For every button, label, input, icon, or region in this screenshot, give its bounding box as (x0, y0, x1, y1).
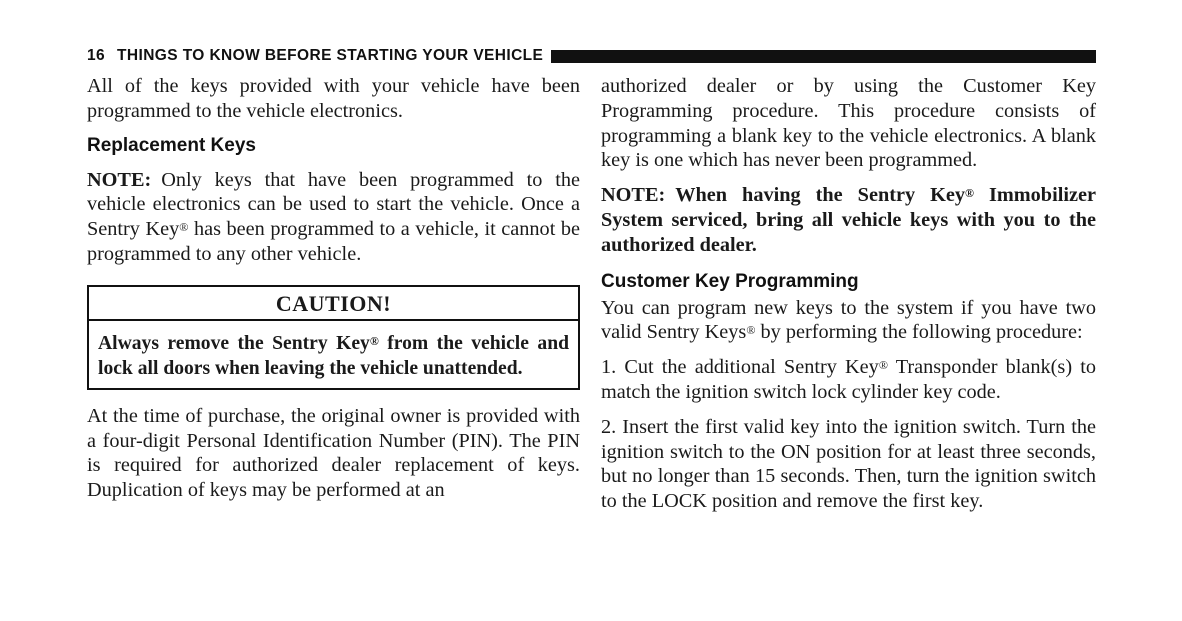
step-1-part1: 1. Cut the additional Sentry Key (601, 356, 879, 379)
note-text-part1: Only keys that have been programmed to the vehicle electronics can be used to start the vehicle. Once a Sentry Key (87, 168, 580, 241)
left-column (87, 74, 580, 503)
caution-title: CAUTION! (89, 287, 578, 321)
caution-box (87, 285, 580, 390)
right-column (601, 74, 1096, 514)
page-number: 16 (87, 47, 106, 64)
page-header (87, 46, 1096, 66)
registered-mark: ® (369, 333, 379, 348)
step-1 (601, 355, 1096, 405)
step-1-part2: Transponder blank(s) to match the ignition switch lock cylinder key code. (601, 356, 1096, 403)
caution-text-part2: from the vehicle and lock all doors when leaving the vehicle unattended. (98, 332, 569, 379)
purchase-paragraph: At the time of purchase, the original owner is provided with a four-digit Personal Identification Number (PIN). The PIN is required for authorized dealer replacement of keys. Duplication of keys may be performed at an (87, 404, 580, 502)
immobilizer-note (601, 183, 1096, 257)
intro-paragraph: All of the keys provided with your vehicle have been programmed to the vehicle electronics. (87, 75, 580, 122)
ckp-intro-paragraph (601, 296, 1096, 346)
registered-mark: ® (965, 186, 974, 201)
continued-paragraph: authorized dealer or by using the Customer Key Programming procedure. This procedure consists of programming a blank key to the vehicle electronics. A blank key is one which has never been programmed. (601, 75, 1096, 172)
ckp-intro-part2: by performing the following procedure: (755, 321, 1083, 344)
registered-mark: ® (746, 323, 756, 338)
note-label: NOTE: (87, 168, 152, 191)
customer-key-programming-heading: Customer Key Programming (601, 270, 859, 292)
step-2: 2. Insert the first valid key into the ignition switch. Turn the ignition switch to the ON position for at least three seconds, but no longer than 15 seconds. Then, turn the ignition switch to the LOCK position and remove the first key. (601, 415, 1096, 513)
replacement-keys-heading: Replacement Keys (87, 134, 256, 156)
immobilizer-note-part2: Immobilizer System serviced, bring all vehicle keys with you to the authorized dealer. (601, 184, 1096, 256)
caution-body (89, 321, 578, 388)
caution-text-part1: Always remove the Sentry Key (98, 332, 370, 354)
immobilizer-note-part1: When having the Sentry Key (675, 184, 966, 207)
note-label: NOTE: (601, 184, 666, 207)
section-title: THINGS TO KNOW BEFORE STARTING YOUR VEHICLE (117, 47, 544, 64)
note-text-part2: has been programmed to a vehicle, it cannot be programmed to any other vehicle. (87, 218, 581, 265)
ckp-intro-part1: You can program new keys to the system if you have two valid Sentry Keys (601, 296, 1096, 344)
note-paragraph (87, 168, 580, 267)
header-rule (551, 50, 1096, 63)
registered-mark: ® (878, 358, 888, 373)
registered-mark: ® (179, 220, 189, 235)
